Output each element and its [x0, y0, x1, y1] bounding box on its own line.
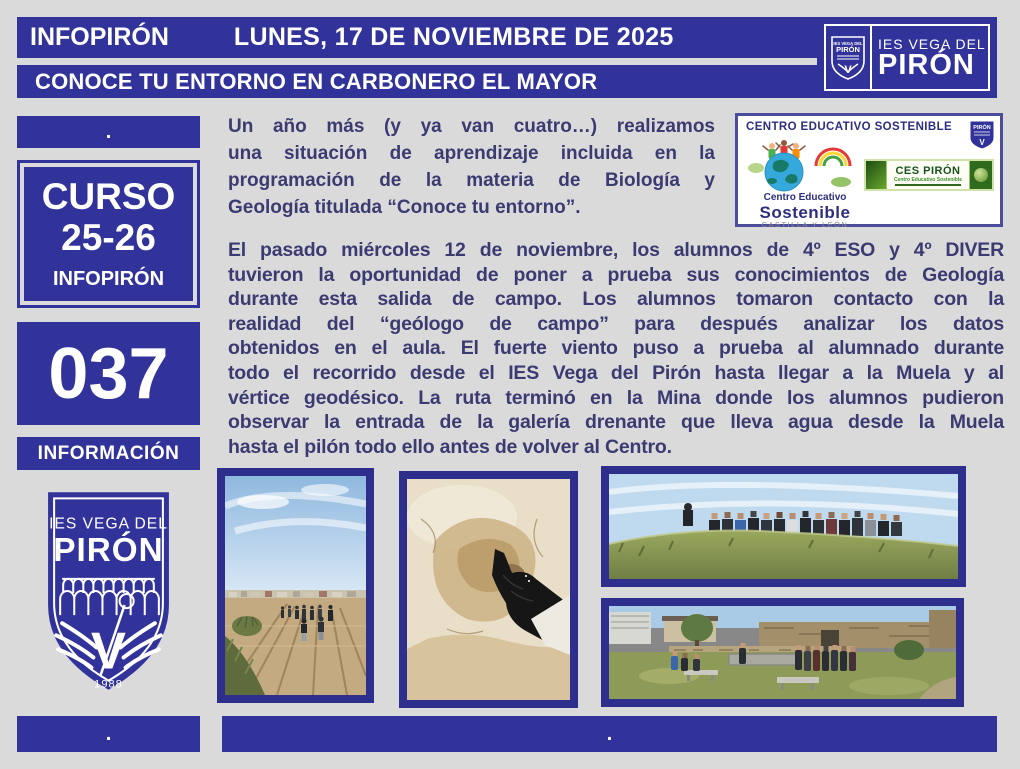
photo-pilon-meeting [601, 598, 964, 707]
svg-text:V: V [979, 138, 985, 147]
badge-org-line2: Sostenible [759, 202, 851, 222]
issue-number-box [17, 322, 200, 425]
course-box [17, 160, 200, 308]
ces-banner-title: CES PIRÓN [895, 164, 961, 177]
info-label-bar [17, 437, 200, 470]
photo-rock-closeup-glove [399, 471, 578, 708]
svg-text:PIRÓN: PIRÓN [836, 44, 860, 54]
shield-monogram: V [91, 622, 126, 681]
badge-shield-icon [969, 120, 995, 155]
svg-text:1988: 1988 [94, 678, 123, 691]
headline-text: CONOCE TU ENTORNO EN CARBONERO EL MAYOR [35, 68, 598, 94]
course-year: 25-26 [61, 217, 156, 258]
svg-text:PIRÓN: PIRÓN [973, 125, 991, 131]
globe-kids-icon [744, 138, 862, 197]
ces-globe-icon [970, 161, 992, 189]
issue-number: 037 [48, 333, 169, 414]
dot-text: . [105, 120, 112, 143]
school-shield-icon [38, 486, 179, 698]
footer-right-bar [222, 716, 997, 752]
article-intro-paragraph: Un año más (y ya van cuatro…) realizamos una situación de aprendizaje incluida en la programación de la materia de Biología y Geología titulada “Conoce tu entorno”. [228, 116, 715, 218]
badge-title: CENTRO EDUCATIVO SOSTENIBLE [746, 121, 953, 133]
photo-group-on-hill [601, 466, 966, 587]
footer-left-bar [17, 716, 200, 752]
course-label: CURSO [41, 176, 176, 218]
sustainable-school-badge [735, 113, 1003, 230]
photo-students-field-walk [217, 468, 374, 703]
school-name-line2: PIRÓN [878, 48, 975, 81]
ces-banner-rule [895, 184, 961, 186]
school-name-line1: IES VEGA DEL [878, 35, 986, 52]
badge-org-text [740, 193, 870, 229]
newsletter-brand: INFOPIRÓN [30, 23, 169, 51]
dot-text: . [105, 722, 112, 745]
svg-text:V: V [844, 63, 852, 76]
info-label: INFORMACIÓN [37, 442, 180, 464]
school-logo-frame [824, 24, 990, 91]
badge-org-line3: CASTILLA Y LEÓN [761, 220, 849, 230]
ces-banner-subtitle: Centro Educativo Sostenible [893, 176, 963, 183]
ces-piron-banner [864, 159, 994, 191]
dot-text: . [606, 722, 613, 745]
course-brand: INFOPIRÓN [52, 267, 165, 290]
school-shield-small-icon [826, 26, 872, 89]
course-box-inner [24, 167, 193, 301]
issue-date: LUNES, 17 DE NOVIEMBRE DE 2025 [233, 23, 674, 51]
svg-text:IES VEGA DEL: IES VEGA DEL [833, 40, 863, 46]
ces-banner-photo-strip [866, 161, 886, 189]
svg-text:IES VEGA DEL: IES VEGA DEL [49, 515, 168, 533]
ces-banner-panel [886, 161, 970, 189]
sidebar-dot-bar [17, 116, 200, 148]
badge-org-line1: Centro Educativo [763, 192, 847, 203]
article-body-paragraph: El pasado miércoles 12 de noviembre, los alumnos de 4º ESO y 4º DIVER tuvieron la oportunidad de poner a prueba sus conocimientos de Geología durante esta salida de campo. Los alumnos tomaron contacto con la realidad del “geólogo de campo” para después analizar los datos obtenidos en el aula. El fuerte viento puso a prueba al alumnado durante todo el recorrido desde el IES Vega del Pirón hasta llegar a la Muela y al vértice geodésico. La ruta terminó en la Mina donde los alumnos pudieron observar la entrada de la galería drenante que lleva agua desde la Muela hasta el pilón todo ello antes de volver al Centro. [228, 239, 1004, 458]
svg-text:PIRÓN: PIRÓN [53, 531, 164, 569]
school-logo-text [872, 26, 988, 89]
school-logo-box [817, 17, 997, 98]
